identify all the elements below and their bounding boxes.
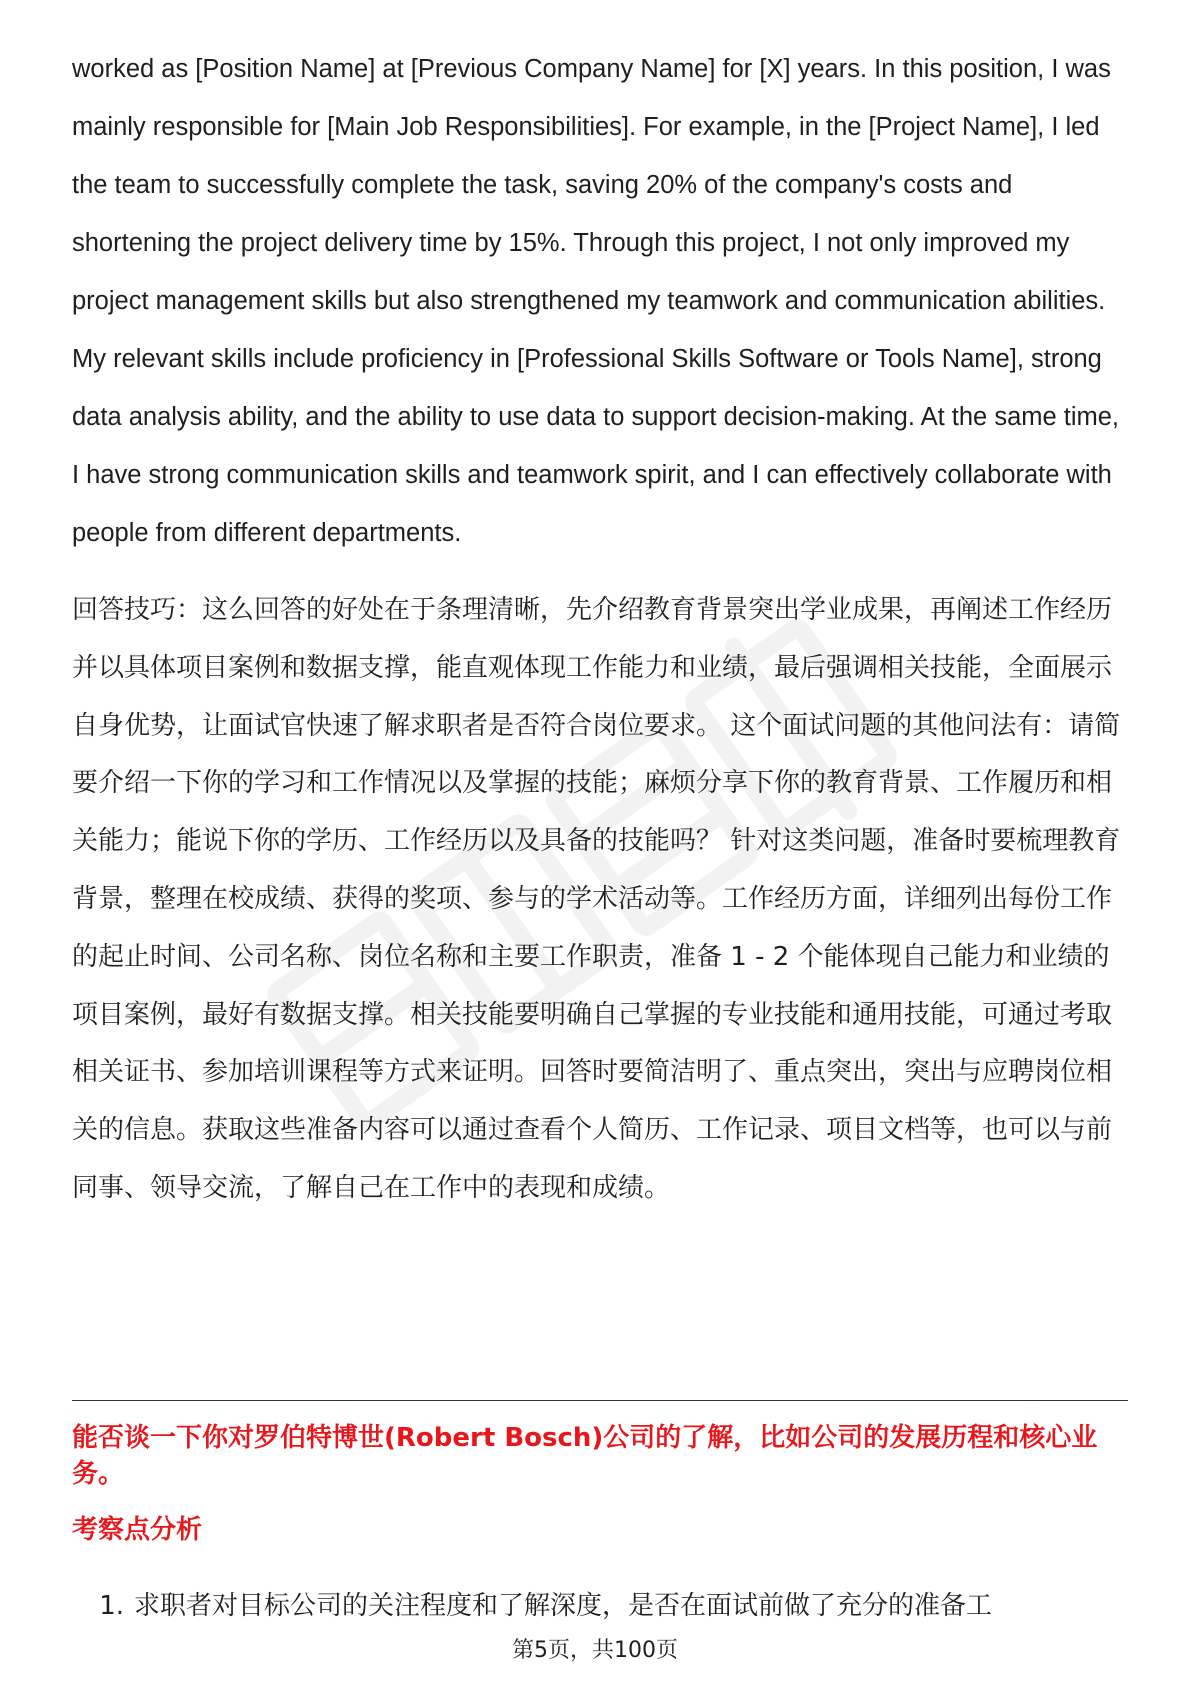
interview-question: 能否谈一下你对罗伯特博世(Robert Bosch)公司的了解，比如公司的发展历程和核心业务。	[72, 1423, 1098, 1489]
analysis-heading: 考察点分析	[72, 1515, 203, 1545]
answer-tips-paragraph: 回答技巧：这么回答的好处在于条理清晰，先介绍教育背景突出学业成果，再阐述工作经历并以具体项目案例和数据支撑，能直观体现工作能力和业绩，最后强调相关技能，全面展示自身优势，让面试官快速了解求职者是否符合岗位要求。 这个面试问题的其他问法有：请简要介绍一下你的学习和工作情况以及掌握的技能；麻烦分享下你的教育背景、工作履历和相关能力；能说下你的学历、工作经历以及具备的技能吗？ 针对这类问题，准备时要梳理教育背景，整理在校成绩、获得的奖项、参与的学术活动等。工作经历方面，详细列出每份工作的起止时间、公司名称、岗位名称和主要工作职责，准备 1 - 2 个能体现自己能力和业绩的项目案例，最好有数据支撑。相关技能要明确自己掌握的专业技能和通用技能，可通过考取相关证书、参加培训课程等方式来证明。回答时要简洁明了、重点突出，突出与应聘岗位相关的信息。获取这些准备内容可以通过查看个人简历、工作记录、项目文档等，也可以与前同事、领导交流，了解自己在工作中的表现和成绩。	[72, 595, 1121, 1203]
list-item-text: 求职者对目标公司的关注程度和了解深度，是否在面试前做了充分的准备工	[134, 1591, 993, 1621]
document-body	[72, 40, 1122, 1218]
section-divider	[72, 1400, 1128, 1401]
list-item-number: 1.	[99, 1591, 124, 1621]
list-item	[72, 1588, 1128, 1624]
analysis-point-list	[72, 1588, 1128, 1624]
page-number-footer: 第5页，共100页	[512, 1638, 678, 1663]
english-answer-paragraph: worked as [Position Name] at [Previous Company Name] for [X] years. In this position, I was mainly responsible for [Main Job Responsibilities]. For example, in the [Project Name], I led the team to successfully complete the task, saving 20% of the company's costs and shortening the project delivery time by 15%. Through this project, I not only improved my project management skills but also strengthened my teamwork and communication abilities. My relevant skills include proficiency in [Professional Skills Software or Tools Name], strong data analysis ability, and the ability to use data to support decision-making. At the same time, I have strong communication skills and teamwork spirit, and I can effectively collaborate with people from different departments.	[72, 55, 1120, 547]
